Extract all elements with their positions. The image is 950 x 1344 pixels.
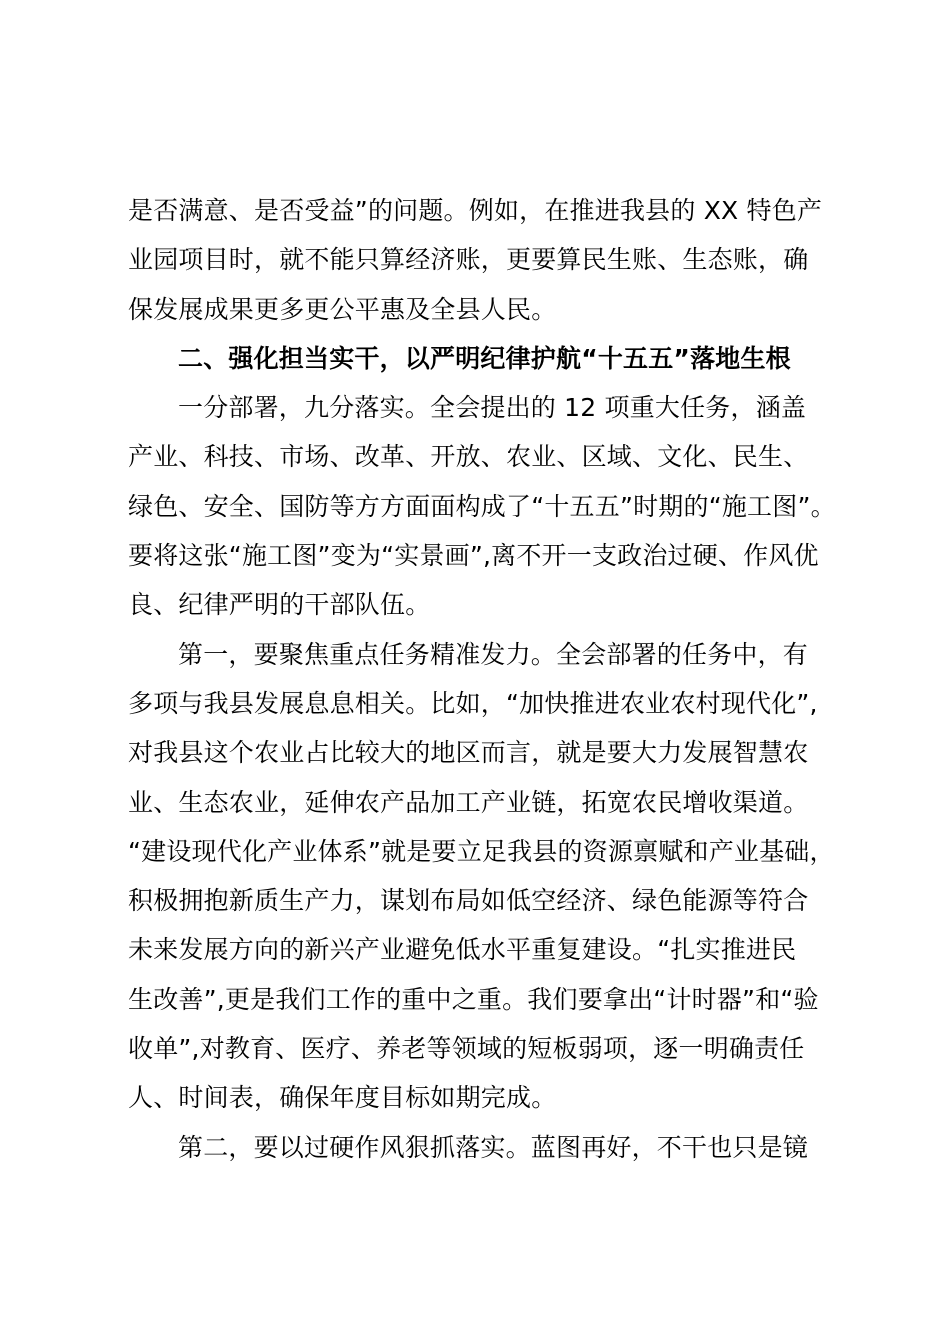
paragraph-line: 生改善”,更是我们工作的重中之重。我们要拿出“计时器”和“验 [128, 984, 819, 1014]
document-body [128, 186, 836, 1172]
paragraph-line: 人、时间表，确保年度目标如期完成。 [128, 1083, 557, 1113]
section-heading: 二、强化担当实干，以严明纪律护航“十五五”落地生根 [178, 343, 791, 373]
paragraph-line: 多项与我县发展息息相关。比如，“加快推进农业农村现代化”, [128, 688, 818, 718]
paragraph-line: 绿色、安全、国防等方方面面构成了“十五五”时期的“施工图”。 [128, 491, 836, 521]
paragraph-line: 积极拥抱新质生产力，谋划布局如低空经济、绿色能源等符合 [128, 886, 809, 916]
paragraph-line: 第一，要聚焦重点任务精准发力。全会部署的任务中，有 [178, 639, 809, 669]
paragraph-line: 收单”,对教育、医疗、养老等领域的短板弱项，逐一明确责任 [128, 1034, 805, 1064]
paragraph-line: 一分部署，九分落实。全会提出的 12 项重大任务，涵盖 [178, 393, 807, 423]
paragraph-line: 业、生态农业，延伸农产品加工产业链，拓宽农民增收渠道。 [128, 787, 809, 817]
paragraph-line: 业园项目时，就不能只算经济账，更要算民生账、生态账，确 [128, 245, 809, 275]
paragraph-line: 产业、科技、市场、改革、开放、农业、区域、文化、民生、 [128, 442, 809, 472]
paragraph-line: 未来发展方向的新兴产业避免低水平重复建设。“扎实推进民 [128, 935, 797, 965]
paragraph-line: “建设现代化产业体系”就是要立足我县的资源禀赋和产业基础， [128, 836, 835, 866]
paragraph-line: 要将这张“施工图”变为“实景画”,离不开一支政治过硬、作风优 [128, 541, 819, 571]
paragraph-line: 是否满意、是否受益”的问题。例如，在推进我县的 XX 特色产 [128, 196, 823, 225]
paragraph-line: 保发展成果更多更公平惠及全县人民。 [128, 294, 557, 324]
paragraph-line: 对我县这个农业占比较大的地区而言，就是要大力发展智慧农 [128, 738, 809, 768]
paragraph-line: 第二，要以过硬作风狠抓落实。蓝图再好，不干也只是镜 [178, 1132, 809, 1162]
paragraph-line: 良、纪律严明的干部队伍。 [128, 590, 431, 620]
